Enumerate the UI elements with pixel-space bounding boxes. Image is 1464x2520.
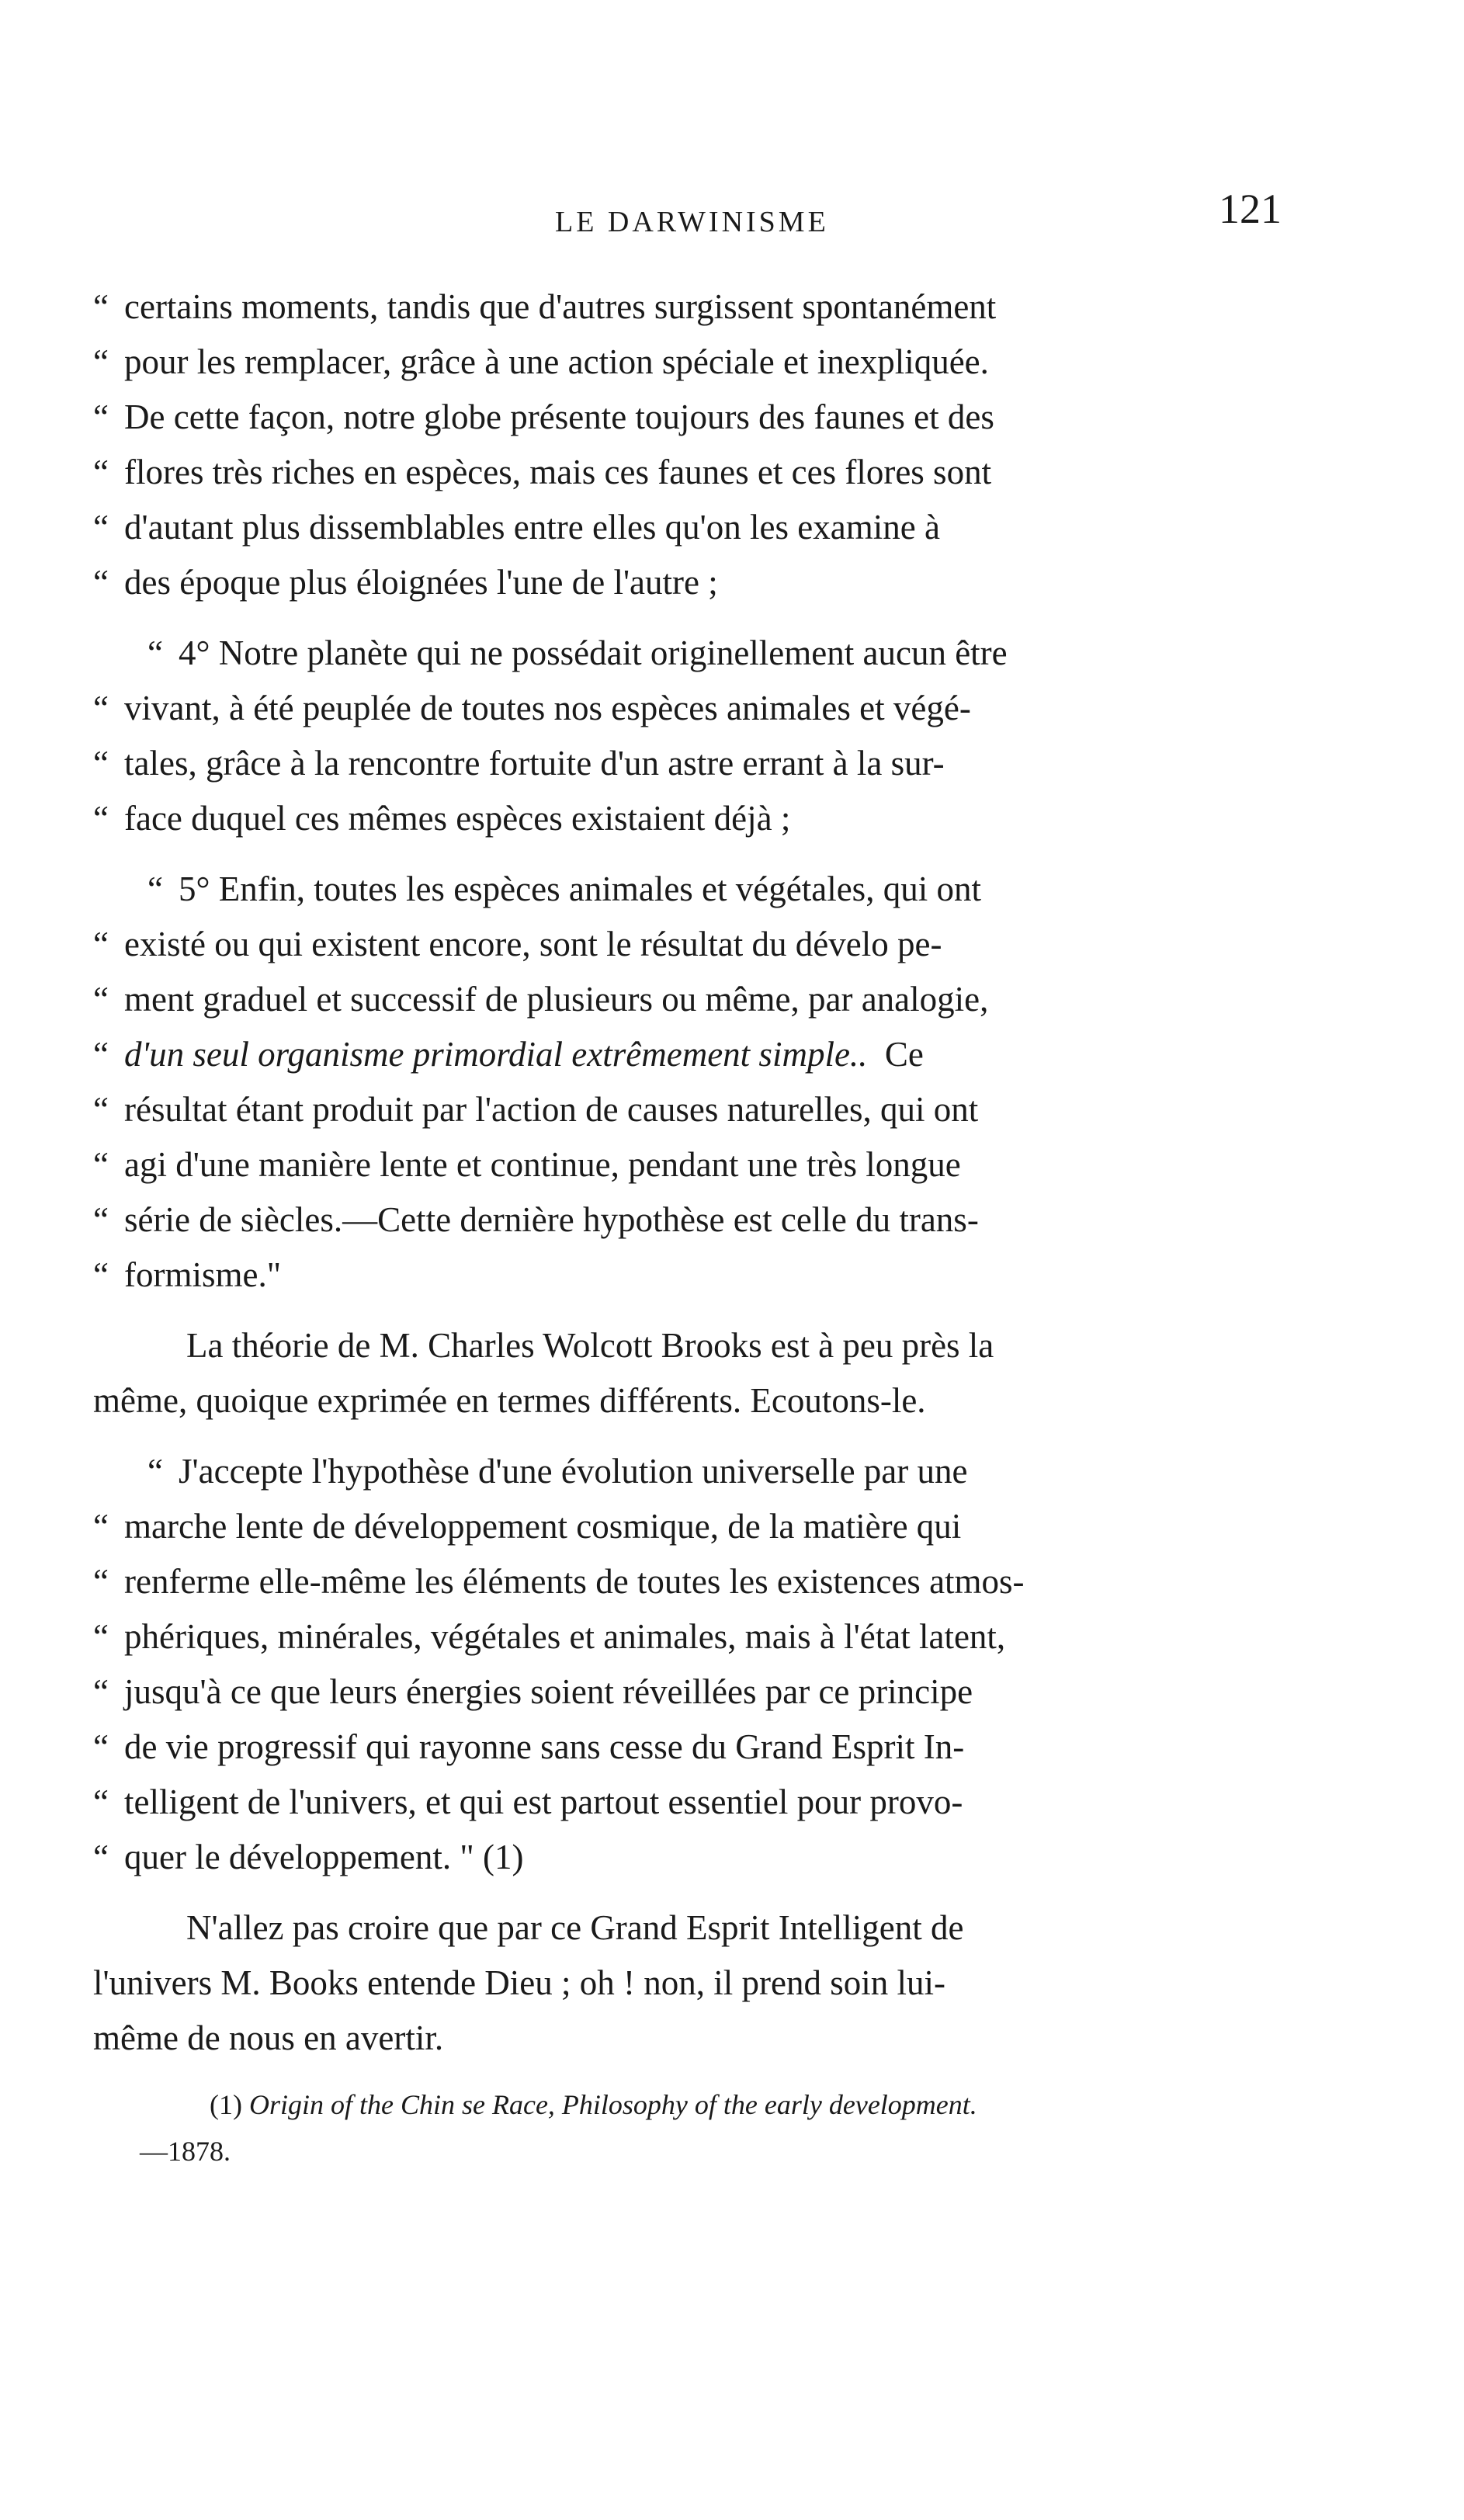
quote-mark: “ — [93, 397, 109, 436]
text-line — [93, 1192, 1335, 1248]
quote-mark: “ — [93, 1200, 109, 1239]
text-line — [93, 1027, 1335, 1082]
line-text: de vie progressif qui rayonne sans cesse du Grand Esprit In- — [124, 1727, 965, 1766]
line-text: De cette façon, notre globe présente toujours des faunes et des — [124, 397, 994, 436]
line-text: 4° Notre planète qui ne possédait originellement aucun être — [179, 633, 1008, 672]
text-line — [93, 1137, 1335, 1192]
text-line — [93, 917, 1335, 972]
paragraph-3 — [93, 862, 1335, 1303]
line-text: marche lente de développement cosmique, de la matière qui — [124, 1507, 962, 1546]
italic-line-text: d'un seul organisme primordial extrêmement simple.. — [124, 1035, 868, 1074]
line-text: Ce — [884, 1035, 924, 1074]
line-text: formisme." — [124, 1255, 282, 1294]
quote-mark: “ — [93, 1145, 109, 1184]
line-text: ment graduel et successif de plusieurs ou même, par analogie, — [124, 980, 989, 1019]
text-line — [93, 1248, 1335, 1303]
line-text: résultat étant produit par l'action de causes naturelles, qui ont — [124, 1090, 979, 1129]
text-line — [93, 1664, 1335, 1720]
quote-mark: “ — [93, 1255, 109, 1294]
footnote-year: —1878. — [140, 2136, 231, 2167]
line-text: 5° Enfin, toutes les espèces animales et végétales, qui ont — [179, 870, 981, 908]
text-line — [93, 972, 1335, 1027]
quote-mark: “ — [147, 870, 163, 908]
text-line — [93, 1082, 1335, 1137]
quote-mark: “ — [93, 1838, 109, 1876]
line-text: série de siècles.—Cette dernière hypothèse est celle du trans- — [124, 1200, 979, 1239]
line-text: flores très riches en espèces, mais ces faunes et ces flores sont — [124, 453, 992, 491]
quote-mark: “ — [93, 925, 109, 963]
text-block — [93, 279, 1335, 2175]
quote-mark: “ — [93, 1507, 109, 1546]
quote-mark: “ — [93, 563, 109, 602]
line-text: existé ou qui existent encore, sont le résultat du dévelo pe- — [124, 925, 942, 963]
quote-mark: “ — [147, 633, 163, 672]
text-line — [93, 335, 1335, 390]
text-line: La théorie de M. Charles Wolcott Brooks est à peu près la — [186, 1326, 994, 1365]
quote-mark: “ — [147, 1452, 163, 1491]
quote-mark: “ — [93, 508, 109, 547]
line-text: des époque plus éloignées l'une de l'autre ; — [124, 563, 718, 602]
line-text: tales, grâce à la rencontre fortuite d'un astre errant à la sur- — [124, 744, 945, 783]
paragraph-5 — [93, 1444, 1335, 1885]
text-line — [93, 681, 1335, 736]
footnote-marker: (1) — [210, 2089, 242, 2120]
quote-mark: “ — [93, 1090, 109, 1129]
line-text: quer le développement. " (1) — [124, 1838, 524, 1876]
text-line — [93, 1499, 1335, 1554]
text-line — [93, 626, 1335, 681]
quote-mark: “ — [93, 342, 109, 381]
quote-mark: “ — [93, 1727, 109, 1766]
text-line: N'allez pas croire que par ce Grand Esprit Intelligent de — [186, 1908, 964, 1947]
footnote — [93, 2081, 1335, 2175]
paragraph-1 — [93, 279, 1335, 610]
quote-mark: “ — [93, 744, 109, 783]
running-title: LE DARWINISME — [555, 206, 829, 238]
running-head — [0, 180, 1464, 242]
line-text: agi d'une manière lente et continue, pendant une très longue — [124, 1145, 961, 1184]
text-line — [93, 279, 1335, 335]
text-line — [93, 390, 1335, 445]
footnote-line — [93, 2081, 1335, 2128]
text-line — [93, 500, 1335, 555]
quote-mark: “ — [93, 453, 109, 491]
text-line — [93, 1444, 1335, 1499]
text-line — [93, 555, 1335, 610]
line-text: certains moments, tandis que d'autres surgissent spontanément — [124, 287, 997, 326]
text-line — [93, 445, 1335, 500]
footnote-title: Origin of the Chin se Race, Philosophy of the early development. — [248, 2089, 977, 2120]
text-line — [93, 1775, 1335, 1830]
quote-mark: “ — [93, 799, 109, 838]
quote-mark: “ — [93, 1035, 109, 1074]
paragraph-6 — [93, 1900, 1335, 2066]
paragraph-2 — [93, 626, 1335, 846]
text-line: l'univers M. Books entende Dieu ; oh ! non, il prend soin lui- — [93, 1963, 945, 2002]
line-text: J'accepte l'hypothèse d'une évolution universelle par une — [179, 1452, 968, 1491]
quote-mark: “ — [93, 1672, 109, 1711]
text-line: même de nous en avertir. — [93, 2018, 444, 2057]
quote-mark: “ — [93, 1617, 109, 1656]
line-text: pour les remplacer, grâce à une action spéciale et inexpliquée. — [124, 342, 989, 381]
text-line: même, quoique exprimée en termes différents. Ecoutons-le. — [93, 1381, 926, 1420]
quote-mark: “ — [93, 980, 109, 1019]
text-line — [93, 1830, 1335, 1885]
line-text: telligent de l'univers, et qui est partout essentiel pour provo- — [124, 1782, 963, 1821]
paragraph-4 — [93, 1318, 1335, 1428]
text-line — [93, 1720, 1335, 1775]
quote-mark: “ — [93, 1782, 109, 1821]
page-number: 121 — [1219, 186, 1282, 232]
line-text: phériques, minérales, végétales et animales, mais à l'état latent, — [124, 1617, 1006, 1656]
line-text: vivant, à été peuplée de toutes nos espèces animales et végé- — [124, 689, 971, 727]
text-line — [93, 862, 1335, 917]
quote-mark: “ — [93, 1562, 109, 1601]
quote-mark: “ — [93, 287, 109, 326]
line-text: d'autant plus dissemblables entre elles qu'on les examine à — [124, 508, 940, 547]
quote-mark: “ — [93, 689, 109, 727]
line-text: jusqu'à ce que leurs énergies soient réveillées par ce principe — [124, 1672, 973, 1711]
text-line — [93, 1554, 1335, 1609]
line-text: renferme elle-même les éléments de toutes les existences atmos- — [124, 1562, 1025, 1601]
text-line — [93, 1609, 1335, 1664]
text-line — [93, 736, 1335, 791]
text-line — [93, 791, 1335, 846]
line-text: face duquel ces mêmes espèces existaient déjà ; — [124, 799, 791, 838]
